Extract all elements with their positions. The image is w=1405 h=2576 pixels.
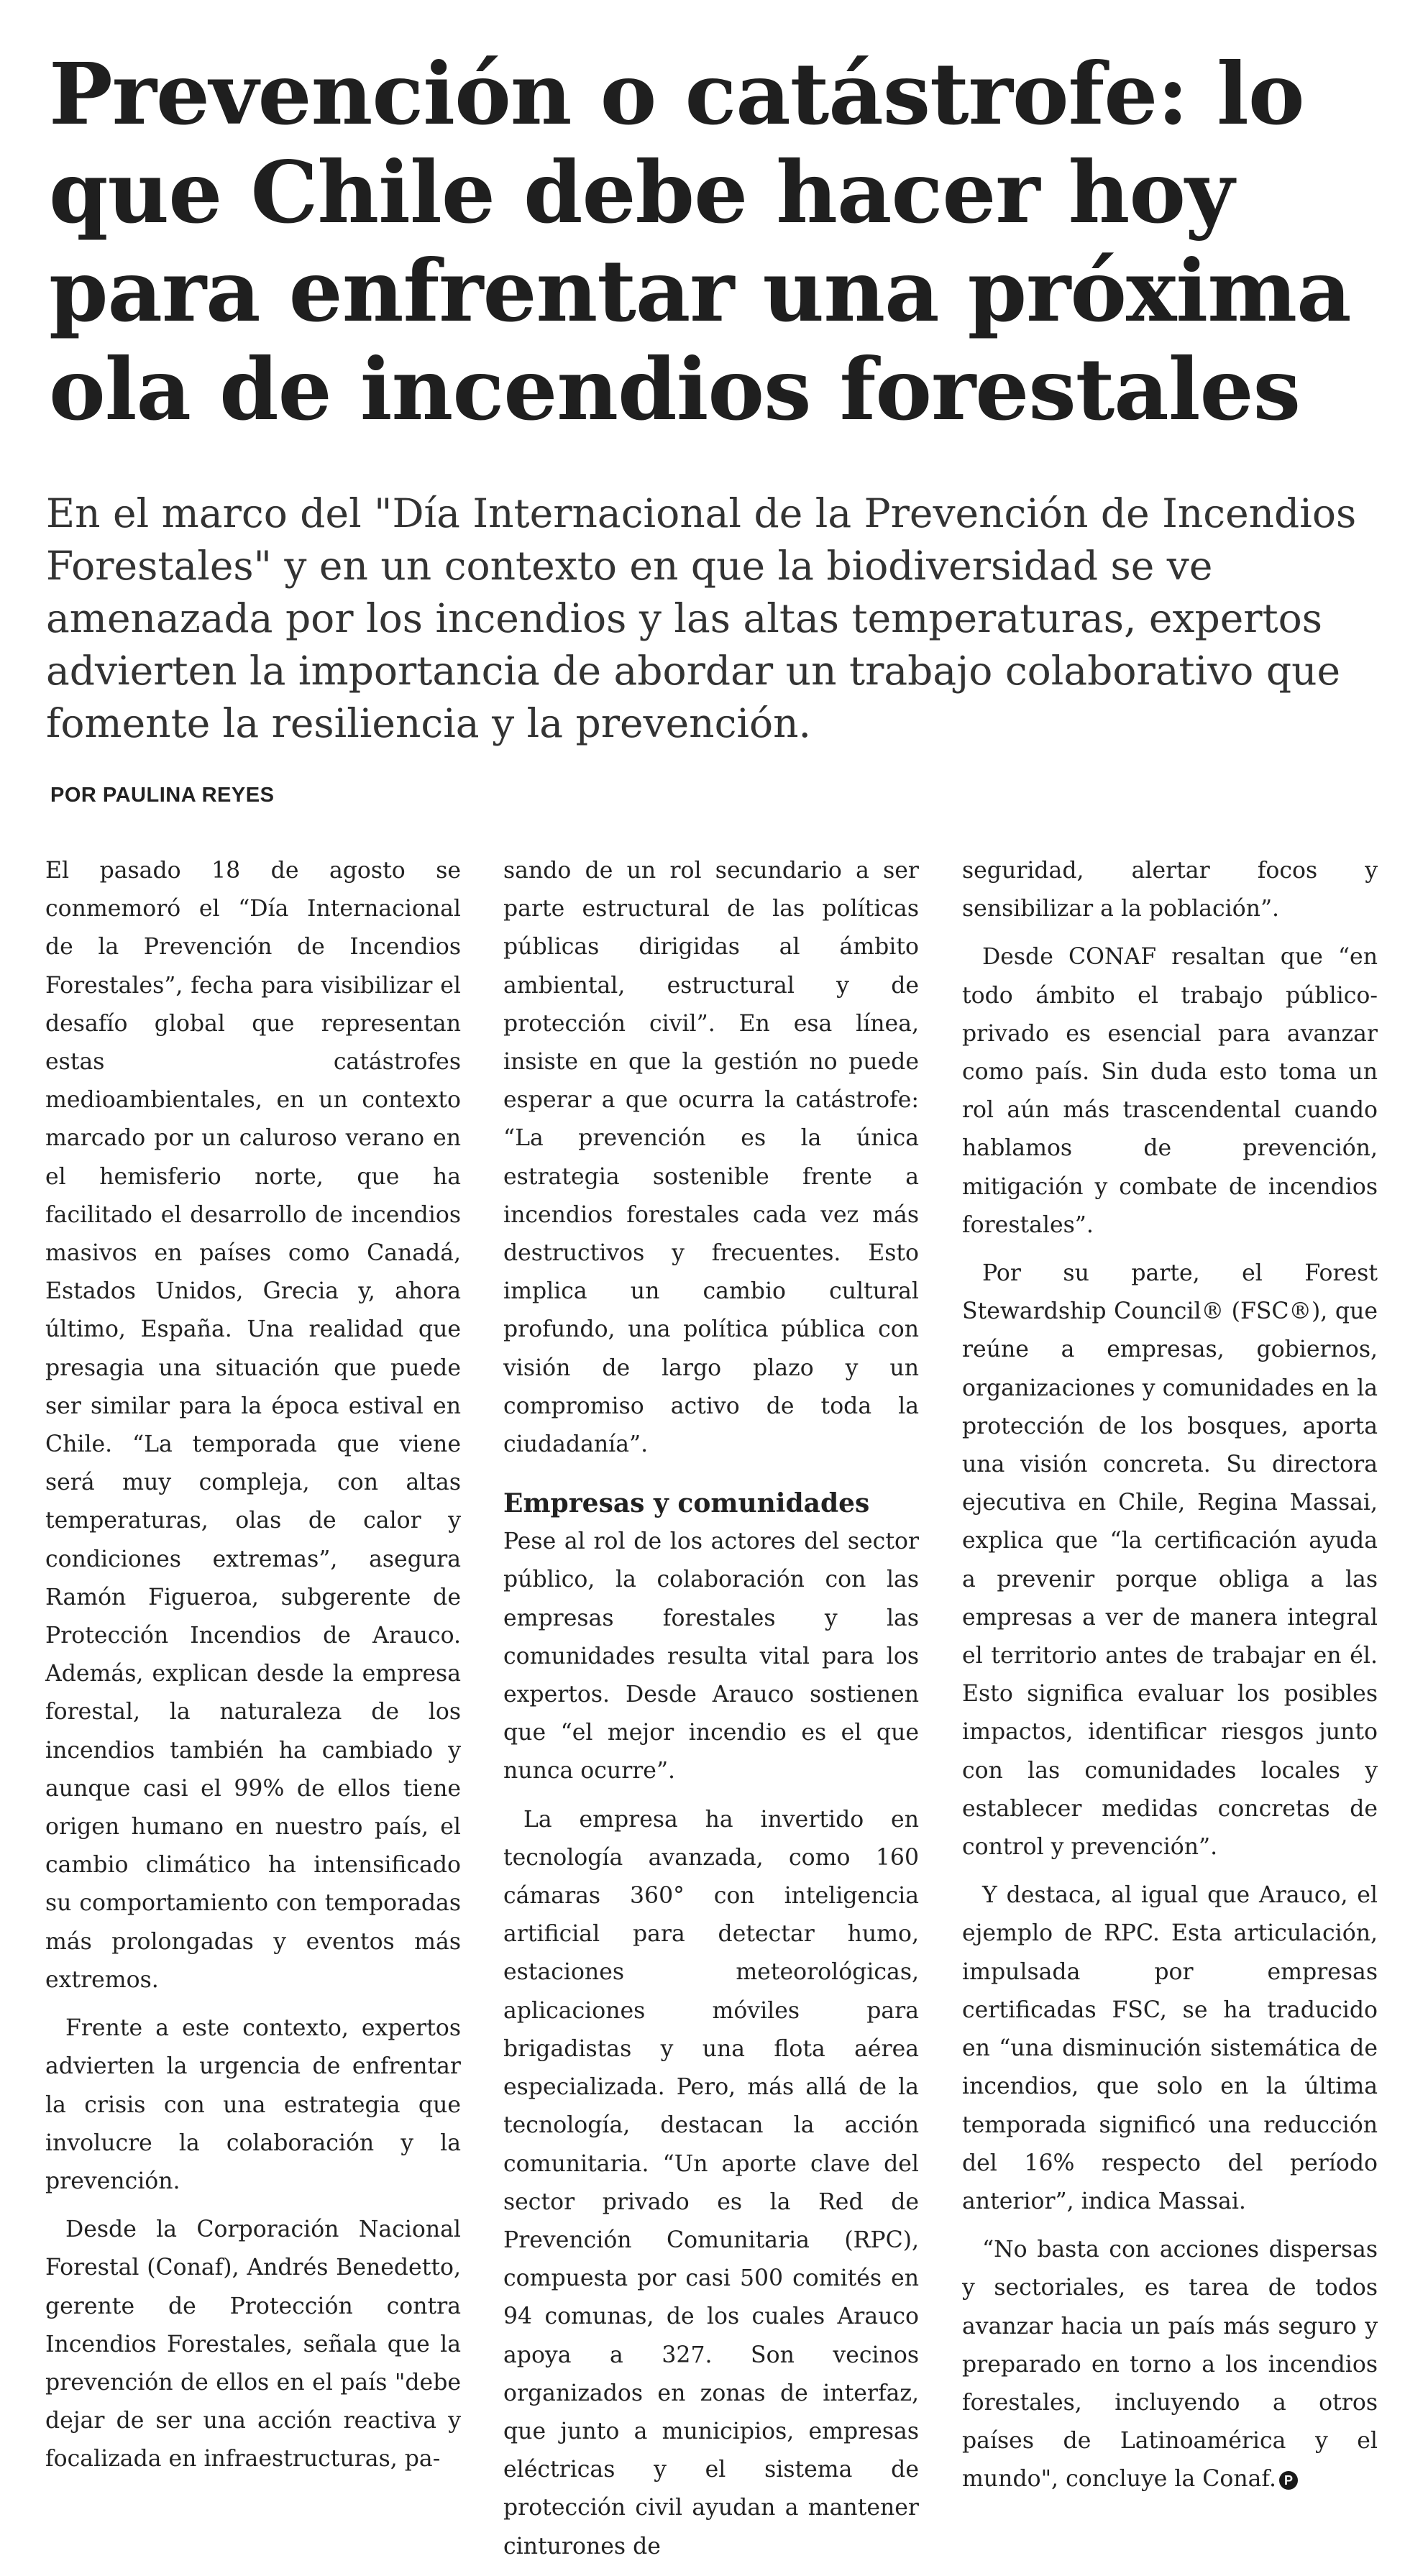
body-paragraph: Frente a este contexto, expertos advierten la urgencia de enfrentar la crisis con una estrategia que involucre la colaboración y la prevención. — [45, 2015, 461, 2194]
subheading: Empresas y comunidades — [503, 1488, 870, 1519]
body-paragraph: sando de un rol secundario a ser parte estructural de las políticas públicas dirigidas al ámbito ambiental, estructural y de protección civil”. En esa línea, insiste en que la gestión no puede esperar a que ocurra la catástrofe: “La prevención es la única estrategia sostenible frente a incendios forestales cada vez más destructivos y frecuentes. Esto implica un cambio cultural profundo, una política pública con visión de largo plazo y un compromiso activo de toda la ciudadanía”. — [503, 858, 919, 1458]
body-paragraph: Desde CONAF resaltan que “en todo ámbito el trabajo público-privado es esencial para avanzar como país. Sin duda esto toma un rol aún más trascendental cuando hablamos de prevención, mitigación y combate de incendios forestales”. — [962, 944, 1378, 1238]
closing-text: “No basta con acciones dispersas y sectoriales, es tarea de todos avanzar hacia un país más seguro y preparado en torno a los incendios forestales, incluyendo a otros países de Latinoamérica y el mundo", concluye la Conaf. — [962, 2237, 1378, 2493]
body-paragraph: Pese al rol de los actores del sector público, la colaboración con las empresas forestales y las comunidades resulta vital para los expertos. Desde Arauco sostienen que “el mejor incendio es el que nunca ocurre”. — [503, 1528, 919, 1784]
body-paragraph: Por su parte, el Forest Stewardship Council® (FSC®), que reúne a empresas, gobiernos, organizaciones y comunidades en la protección de los bosques, aporta una visión concreta. Su directora ejecutiva en Chile, Regina Massai, explica que “la certificación ayuda a prevenir porque obliga a las empresas a ver de manera integral el territorio antes de trabajar en él. Esto significa evaluar los posibles impactos, identificar riesgos junto con las comunidades locales y establecer medidas concretas de control y prevención”. — [962, 1260, 1378, 1861]
body-paragraph: seguridad, alertar focos y sensibilizar a la población”. — [962, 858, 1378, 922]
column-2 — [503, 852, 919, 2576]
body-paragraph — [962, 2231, 1378, 2498]
body-paragraph: El pasado 18 de agosto se conmemoró el “Día Internacional de la Prevención de Incendios Forestales”, fecha para visibilizar el desafío global que representan estas catástrofes medioambientales, en un contexto marcado por un caluroso verano en el hemisferio norte, que ha facilitado el desarrollo de incendios masivos en países como Canadá, Estados Unidos, Grecia y, ahora último, España. Una realidad que presagia una situación que puede ser similar para la época estival en Chile. “La temporada que viene será muy compleja, con altas temperaturas, olas de calor y condiciones extremas”, asegura Ramón Figueroa, subgerente de Protección Incendios de Arauco. Además, explican desde la empresa forestal, la naturaleza de los incendios también ha cambiado y aunque casi el 99% de ellos tiene origen humano en nuestro país, el cambio climático ha intensificado su comportamiento con temporadas más prolongadas y eventos más extremos. — [45, 858, 461, 1993]
byline: POR PAULINA REYES — [50, 784, 275, 807]
body-paragraph: Desde la Corporación Nacional Forestal (Conaf), Andrés Benedetto, gerente de Protección contra Incendios Forestales, señala que la prevención de ellos en el país "debe dejar de ser una acción reactiva y focalizada en infraestructuras, pa- — [45, 2217, 461, 2472]
headline: Prevención o catástrofe: lo que Chile debe hacer hoy para enfrentar una próxima ola de incendios forestales — [49, 44, 1351, 439]
column-1 — [45, 852, 461, 2489]
lead-paragraph: En el marco del "Día Internacional de la Prevención de Incendios Forestales" y en un contexto en que la biodiversidad se ve amenazada por los incendios y las altas temperaturas, expertos advierten la importancia de abordar un trabajo colaborativo que fomente la resiliencia y la prevención. — [46, 490, 1357, 746]
body-paragraph: La empresa ha invertido en tecnología avanzada, como 160 cámaras 360° con inteligencia artificial para detectar humo, estaciones meteorológicas, aplicaciones móviles para brigadistas y una flota aérea especializada. Pero, más allá de la tecnología, destacan la acción comunitaria. “Un aporte clave del sector privado es la Red de Prevención Comunitaria (RPC), compuesta por casi 500 comités en 94 comunas, de los cuales Arauco apoya a 327. Son vecinos organizados en zonas de interfaz, que junto a municipios, empresas eléctricas y el sistema de protección civil ayudan a mantener cinturones de — [503, 1806, 919, 2559]
end-mark-icon: P — [1279, 2471, 1298, 2490]
column-3 — [962, 852, 1378, 2509]
body-paragraph: Y destaca, al igual que Arauco, el ejemplo de RPC. Esta articulación, impulsada por empresas certificadas FSC, se ha traducido en “una disminución sistemática de incendios, que solo en la última temporada significó una reducción del 16% respecto del período anterior”, indica Massai. — [962, 1882, 1378, 2214]
